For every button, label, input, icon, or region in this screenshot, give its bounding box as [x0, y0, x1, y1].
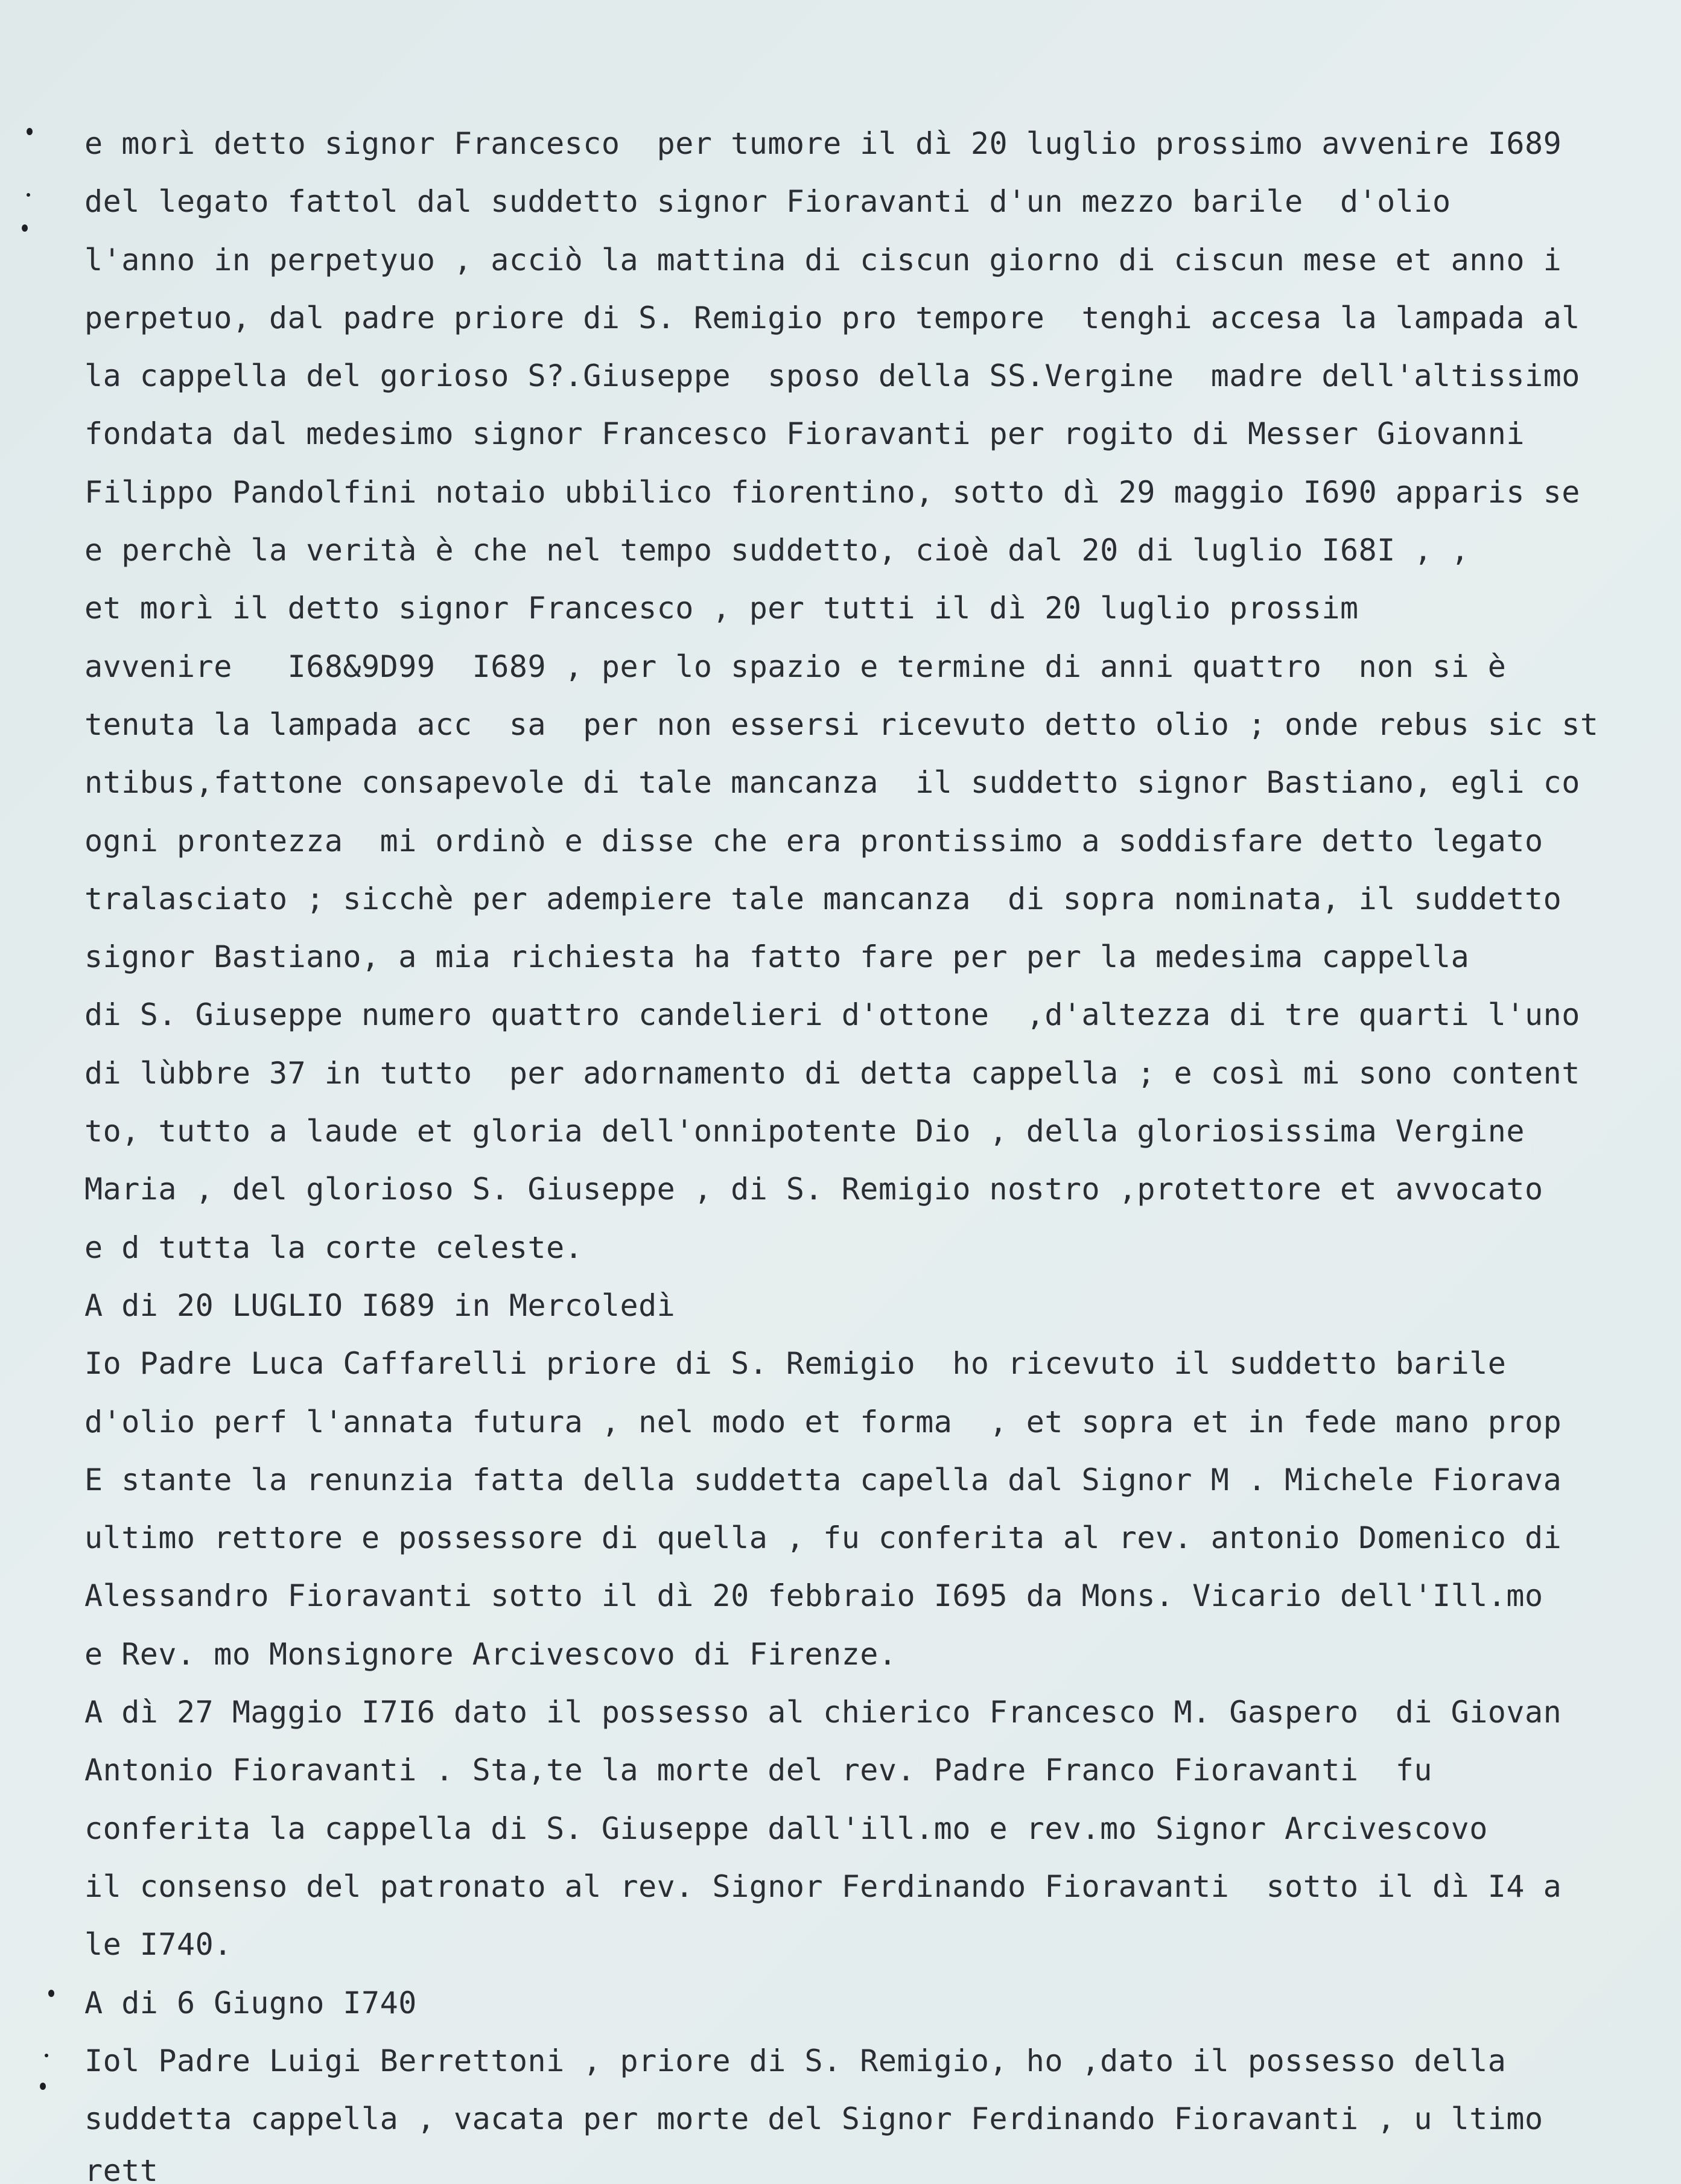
text-line: fondata dal medesimo signor Francesco Fioravanti per rogito di Messer Giovanni — [84, 416, 1525, 452]
text-line: e Rev. mo Monsignore Arcivescovo di Firenze. — [84, 1636, 897, 1672]
text-line: di lùbbre 37 in tutto per adornamento di detta cappella ; e così mi sono content — [84, 1055, 1580, 1091]
margin-dot — [27, 128, 33, 135]
text-line: Antonio Fioravanti . Sta,te la morte del rev. Padre Franco Fioravanti fu — [84, 1753, 1432, 1788]
text-line: di S. Giuseppe numero quattro candelieri d'ottone ,d'altezza di tre quarti l'uno — [84, 997, 1580, 1033]
text-line: avvenire I68&9D99 I689 , per lo spazio e termine di anni quattro non si è — [84, 649, 1507, 684]
text-line: A di 6 Giugno I740 — [84, 1985, 417, 2021]
text-line: d'olio perf l'annata futura , nel modo et forma , et sopra et in fede mano prop — [84, 1404, 1562, 1440]
text-line: conferita la cappella di S. Giuseppe dall'ill.mo e rev.mo Signor Arcivescovo — [84, 1811, 1488, 1846]
text-line: e perchè la verità è che nel tempo suddetto, cioè dal 20 di luglio I68I , , — [84, 533, 1470, 568]
margin-dot — [22, 224, 28, 232]
text-line: Io Padre Luca Caffarelli priore di S. Remigio ho ricevuto il suddetto barile — [84, 1346, 1507, 1382]
text-line: tenuta la lampada acc sa per non essersi ricevuto detto olio ; onde rebus sic st — [84, 706, 1599, 742]
cut-off-line — [0, 2160, 1681, 2184]
text-line: A dì 27 Maggio I7I6 dato il possesso al chierico Francesco M. Gaspero di Giovan — [84, 1695, 1562, 1730]
text-line: e d tutta la corte celeste. — [84, 1230, 583, 1265]
text-line: to, tutto a laude et gloria dell'onnipotente Dio , della gloriosissima Vergine — [84, 1114, 1525, 1149]
text-line-partial: rett — [84, 2160, 159, 2184]
typed-text-block — [84, 115, 1681, 2148]
text-line: ntibus,fattone consapevole di tale mancanza il suddetto signor Bastiano, egli co — [84, 765, 1580, 801]
text-line: e morì detto signor Francesco per tumore il dì 20 luglio prossimo avvenire I689 — [84, 126, 1562, 161]
text-line: Iol Padre Luigi Berrettoni , priore di S. Remigio, ho ,dato il possesso della — [84, 2043, 1507, 2078]
text-line: tralasciato ; sicchè per adempiere tale mancanza di sopra nominata, il suddetto — [84, 881, 1562, 916]
text-line: Alessandro Fioravanti sotto il dì 20 febbraio I695 da Mons. Vicario dell'Ill.mo — [84, 1578, 1543, 1614]
text-line: Filippo Pandolfini notaio ubbilico fiorentino, sotto dì 29 maggio I690 apparis se — [84, 474, 1580, 510]
text-line: et morì il detto signor Francesco , per tutti il dì 20 luglio prossim — [84, 591, 1359, 626]
text-line: E stante la renunzia fatta della suddetta capella dal Signor M . Michele Fiorava — [84, 1462, 1562, 1497]
text-line: le I740. — [84, 1927, 232, 1963]
margin-dot — [45, 2054, 48, 2057]
text-line: l'anno in perpetyuo , acciò la mattina di ciscun giorno di ciscun mese et anno i — [84, 242, 1562, 278]
text-line: il consenso del patronato al rev. Signor Ferdinando Fioravanti sotto il dì I4 a — [84, 1868, 1562, 1904]
margin-dot — [27, 193, 30, 197]
margin-dot — [48, 1990, 54, 1997]
text-line: perpetuo, dal padre priore di S. Remigio pro tempore tenghi accesa la lampada al — [84, 300, 1580, 335]
text-line: la cappella del gorioso S?.Giuseppe sposo della SS.Vergine madre dell'altissimo — [84, 358, 1580, 394]
margin-marks — [0, 0, 72, 2184]
text-line: ultimo rettore e possessore di quella , fu conferita al rev. antonio Domenico di — [84, 1520, 1562, 1556]
text-line: del legato fattol dal suddetto signor Fioravanti d'un mezzo barile d'olio — [84, 184, 1451, 220]
text-line: suddetta cappella , vacata per morte del Signor Ferdinando Fioravanti , u ltimo — [84, 2101, 1543, 2137]
margin-dot — [40, 2083, 46, 2090]
text-line: ogni prontezza mi ordinò e disse che era prontissimo a soddisfare detto legato — [84, 823, 1543, 859]
text-line: Maria , del glorioso S. Giuseppe , di S. Remigio nostro ,protettore et avvocato — [84, 1172, 1543, 1207]
text-line: A di 20 LUGLIO I689 in Mercoledì — [84, 1287, 676, 1323]
text-line: signor Bastiano, a mia richiesta ha fatto fare per per la medesima cappella — [84, 939, 1470, 975]
